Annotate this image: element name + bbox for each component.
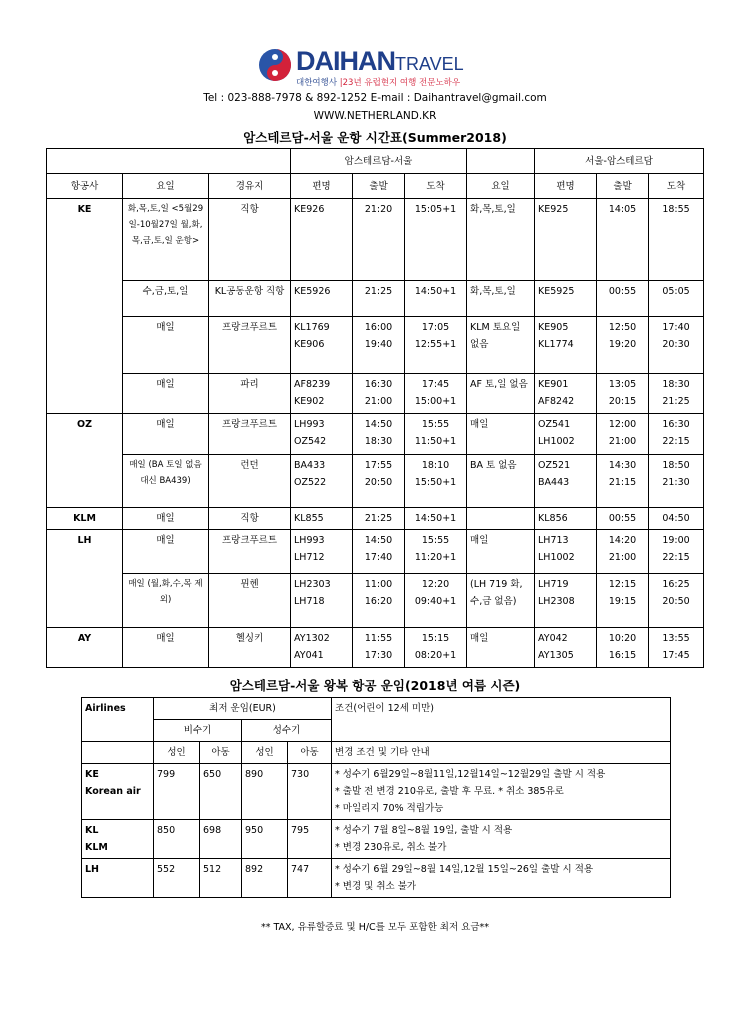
- operating-days: 매일: [123, 317, 209, 374]
- return-rflights-value: OZ521: [538, 460, 571, 471]
- fare-header-airlines: Airlines: [82, 698, 154, 742]
- outbound-flights: [291, 455, 353, 508]
- fare-peak-child: 795: [288, 820, 332, 859]
- outbound-arr: [405, 374, 467, 414]
- outbound-arr-value: 15:55: [421, 535, 450, 546]
- fare-table: [81, 697, 671, 898]
- fare-airline-code: KL: [85, 825, 99, 836]
- return-days: 화,목,토,일: [467, 281, 535, 317]
- schedule-row: [47, 530, 704, 574]
- outbound-dep-value: 21:25: [364, 513, 393, 524]
- outbound-arr: [405, 414, 467, 455]
- outbound-arr-value: 15:55: [421, 419, 450, 430]
- outbound-flights: [291, 530, 353, 574]
- column-header-4: 출발: [353, 174, 405, 199]
- fare-header-lowest: 최저 운임(EUR): [154, 698, 332, 720]
- fare-header-peak-adult: 성인: [242, 742, 288, 764]
- outbound-flights-value: AF8239: [294, 379, 331, 390]
- return-rflights-value: KE901: [538, 379, 569, 390]
- return-rarr-value: 13:55: [662, 633, 690, 644]
- return-rflights-value: KE5925: [538, 286, 575, 297]
- airline-code: OZ: [47, 414, 123, 508]
- brand-sub-tag: |23년 유럽현지 여행 전문노하우: [339, 78, 461, 88]
- column-header-0: 항공사: [47, 174, 123, 199]
- return-days: 매일: [467, 530, 535, 574]
- return-days: KLM 토요일 없음: [467, 317, 535, 374]
- return-rarr: [649, 628, 704, 668]
- return-rarr-value: 04:50: [662, 513, 690, 524]
- outbound-dep-value: 16:30: [364, 379, 393, 390]
- outbound-flights: [291, 199, 353, 281]
- outbound-flights: [291, 317, 353, 374]
- airline-code: KE: [47, 199, 123, 414]
- return-rdep-value: 21:00: [608, 436, 637, 447]
- return-rarr-value: 18:30: [662, 379, 690, 390]
- return-rflights: [535, 530, 597, 574]
- via-city: 런던: [209, 455, 291, 508]
- outbound-dep-value: 21:20: [364, 204, 393, 215]
- return-rflights-value: AY1305: [538, 650, 574, 661]
- outbound-dep-value: 21:25: [364, 286, 393, 297]
- return-rflights: [535, 374, 597, 414]
- outbound-flights-value: OZ522: [294, 477, 327, 488]
- group-header-ams-sel: 암스테르담-서울: [291, 149, 467, 174]
- column-header-2: 경유지: [209, 174, 291, 199]
- fare-off-adult: 850: [154, 820, 200, 859]
- via-city: 뮌헨: [209, 574, 291, 628]
- fare-header-notes: 변경 조건 및 기타 안내: [332, 742, 671, 764]
- outbound-flights-value: AY041: [294, 650, 324, 661]
- outbound-arr-value: 08:20+1: [414, 650, 457, 661]
- return-rflights-value: KL1774: [538, 339, 574, 350]
- schedule-row: [47, 508, 704, 530]
- outbound-arr-value: 12:55+1: [414, 339, 457, 350]
- outbound-flights-value: KE902: [294, 396, 325, 407]
- outbound-arr: [405, 317, 467, 374]
- return-rdep: [597, 574, 649, 628]
- return-days: 매일: [467, 628, 535, 668]
- return-rdep: [597, 508, 649, 530]
- column-header-8: 출발: [597, 174, 649, 199]
- brand-main: DAIHAN: [296, 46, 395, 76]
- outbound-arr-value: 15:15: [421, 633, 450, 644]
- airline-code: AY: [47, 628, 123, 668]
- return-rdep-value: 14:20: [608, 535, 637, 546]
- column-header-1: 요일: [123, 174, 209, 199]
- outbound-dep: [353, 374, 405, 414]
- fare-header-off-child: 아동: [200, 742, 242, 764]
- return-rarr-value: 22:15: [662, 436, 690, 447]
- fare-note-line: * 성수기 6월29일~8월11일,12월14일~12월29일 출발 시 적용: [335, 769, 606, 780]
- fare-airline-name: KLM: [85, 842, 108, 853]
- return-rflights: [535, 317, 597, 374]
- operating-days: 매일: [123, 508, 209, 530]
- return-rdep-value: 13:05: [608, 379, 637, 390]
- fare-header-off: 비수기: [154, 720, 242, 742]
- via-city: 프랑크푸르트: [209, 414, 291, 455]
- daihan-travel-logo: [258, 46, 472, 90]
- fare-airline-name: Korean air: [85, 786, 141, 797]
- return-rdep: [597, 199, 649, 281]
- fare-peak-adult: 892: [242, 859, 288, 898]
- return-rdep-value: 14:05: [608, 204, 637, 215]
- outbound-arr: [405, 199, 467, 281]
- fare-header-peak-child: 아동: [288, 742, 332, 764]
- return-rflights-value: KE905: [538, 322, 569, 333]
- return-rdep-value: 19:15: [608, 596, 637, 607]
- via-city: 파리: [209, 374, 291, 414]
- return-rarr: [649, 281, 704, 317]
- return-rdep: [597, 414, 649, 455]
- return-rarr-value: 20:50: [662, 596, 690, 607]
- outbound-flights-value: LH993: [294, 535, 325, 546]
- outbound-dep-value: 21:00: [364, 396, 393, 407]
- group-header-sel-ams: 서울-암스테르담: [535, 149, 704, 174]
- return-rdep: [597, 281, 649, 317]
- outbound-dep-value: 17:55: [364, 460, 393, 471]
- fare-off-adult: 552: [154, 859, 200, 898]
- fare-off-adult: 799: [154, 764, 200, 820]
- outbound-flights: [291, 628, 353, 668]
- outbound-arr: [405, 574, 467, 628]
- schedule-row: [47, 574, 704, 628]
- fare-header-condition: 조건(어린이 12세 미만): [332, 698, 671, 742]
- schedule-row: [47, 414, 704, 455]
- return-rarr-value: 16:25: [662, 579, 690, 590]
- return-rflights-value: AF8242: [538, 396, 575, 407]
- outbound-dep-value: 11:00: [364, 579, 393, 590]
- schedule-row: [47, 374, 704, 414]
- schedule-row: [47, 317, 704, 374]
- fare-row: [82, 859, 671, 898]
- column-header-5: 도착: [405, 174, 467, 199]
- return-rflights-value: BA443: [538, 477, 570, 488]
- operating-days: 매일: [123, 628, 209, 668]
- fare-note-line: * 성수기 7월 8일~8월 19일, 출발 시 적용: [335, 825, 513, 836]
- airline-code: LH: [47, 530, 123, 628]
- schedule-row: [47, 628, 704, 668]
- outbound-flights-value: OZ542: [294, 436, 327, 447]
- return-rarr-value: 19:00: [662, 535, 690, 546]
- outbound-dep: [353, 281, 405, 317]
- return-rdep: [597, 530, 649, 574]
- return-rdep-value: 21:00: [608, 552, 637, 563]
- outbound-arr-value: 11:50+1: [414, 436, 457, 447]
- outbound-arr-value: 17:05: [421, 322, 450, 333]
- via-city: 직항: [209, 508, 291, 530]
- outbound-flights: [291, 574, 353, 628]
- return-rflights: [535, 574, 597, 628]
- outbound-flights-value: KE906: [294, 339, 325, 350]
- daihan-logo-icon: [258, 48, 292, 82]
- return-days: 화,목,토,일: [467, 199, 535, 281]
- fare-header-row-3: [82, 742, 671, 764]
- return-rflights: [535, 199, 597, 281]
- fare-notes: [332, 820, 671, 859]
- return-rdep-value: 21:15: [608, 477, 637, 488]
- outbound-dep-value: 14:50: [364, 535, 393, 546]
- return-rdep-value: 14:30: [608, 460, 637, 471]
- return-rflights-value: AY042: [538, 633, 568, 644]
- schedule-row: [47, 455, 704, 508]
- return-rflights-value: OZ541: [538, 419, 571, 430]
- outbound-dep: [353, 414, 405, 455]
- operating-days: 매일: [123, 530, 209, 574]
- outbound-flights-value: LH712: [294, 552, 325, 563]
- operating-days: 매일 (BA 토일 없음 대신 BA439): [123, 455, 209, 508]
- return-rdep: [597, 455, 649, 508]
- return-rarr-value: 18:50: [662, 460, 690, 471]
- outbound-arr-value: 15:00+1: [414, 396, 457, 407]
- outbound-dep: [353, 530, 405, 574]
- return-rdep-value: 10:20: [608, 633, 637, 644]
- return-rarr-value: 22:15: [662, 552, 690, 563]
- via-city: KL공동운항 직항: [209, 281, 291, 317]
- outbound-arr-value: 18:10: [421, 460, 450, 471]
- return-rarr-value: 05:05: [662, 286, 690, 297]
- outbound-dep: [353, 455, 405, 508]
- brand-name: [296, 46, 464, 79]
- outbound-dep-value: 14:50: [364, 419, 393, 430]
- return-rflights: [535, 414, 597, 455]
- return-rarr: [649, 199, 704, 281]
- return-days: BA 토 없음: [467, 455, 535, 508]
- outbound-dep-value: 17:30: [364, 650, 393, 661]
- schedule-group-header: [47, 149, 704, 174]
- outbound-dep-value: 18:30: [364, 436, 393, 447]
- return-rdep-value: 00:55: [608, 513, 637, 524]
- column-header-7: 편명: [535, 174, 597, 199]
- via-city: 프랑크푸르트: [209, 317, 291, 374]
- fare-airline: [82, 764, 154, 820]
- outbound-dep: [353, 199, 405, 281]
- return-rflights: [535, 455, 597, 508]
- fare-airline: [82, 859, 154, 898]
- return-rdep-value: 20:15: [608, 396, 637, 407]
- outbound-arr: [405, 281, 467, 317]
- outbound-flights-value: LH718: [294, 596, 325, 607]
- fare-note-line: * 변경 및 취소 불가: [335, 881, 417, 892]
- column-header-6: 요일: [467, 174, 535, 199]
- return-rarr-value: 21:30: [662, 477, 690, 488]
- via-city: 프랑크푸르트: [209, 530, 291, 574]
- outbound-flights-value: BA433: [294, 460, 326, 471]
- return-rarr-value: 20:30: [662, 339, 690, 350]
- via-city: 헬싱키: [209, 628, 291, 668]
- fare-airline-code: KE: [85, 769, 99, 780]
- fare-airline-code: LH: [85, 864, 100, 875]
- outbound-flights-value: LH2303: [294, 579, 331, 590]
- outbound-dep-value: 20:50: [364, 477, 393, 488]
- outbound-flights-value: AY1302: [294, 633, 330, 644]
- group-header-blank: [47, 149, 291, 174]
- return-rflights-value: LH1002: [538, 436, 575, 447]
- return-rdep-value: 12:50: [608, 322, 637, 333]
- fare-notes: [332, 764, 671, 820]
- outbound-dep: [353, 317, 405, 374]
- outbound-flights: [291, 414, 353, 455]
- return-rdep-value: 12:15: [608, 579, 637, 590]
- outbound-arr: [405, 508, 467, 530]
- outbound-arr: [405, 628, 467, 668]
- brand-subtitle: [296, 76, 460, 88]
- brand-sub-ko: 대한여행사: [296, 78, 338, 88]
- outbound-flights-value: KL855: [294, 513, 324, 524]
- fare-title: 암스테르담-서울 왕복 항공 운임(2018년 여름 시즌): [229, 678, 521, 693]
- outbound-arr-value: 17:45: [421, 379, 450, 390]
- fare-peak-adult: 890: [242, 764, 288, 820]
- outbound-dep: [353, 508, 405, 530]
- outbound-arr-value: 15:05+1: [414, 204, 457, 215]
- return-rflights: [535, 281, 597, 317]
- return-rdep-value: 19:20: [608, 339, 637, 350]
- outbound-flights-value: KE5926: [294, 286, 331, 297]
- outbound-dep: [353, 628, 405, 668]
- return-days: 매일: [467, 414, 535, 455]
- outbound-arr-value: 11:20+1: [414, 552, 457, 563]
- outbound-dep-value: 19:40: [364, 339, 393, 350]
- return-rarr-value: 21:25: [662, 396, 690, 407]
- return-rdep-value: 12:00: [608, 419, 637, 430]
- return-rflights-value: KE925: [538, 204, 569, 215]
- return-rdep: [597, 628, 649, 668]
- outbound-flights-value: LH993: [294, 419, 325, 430]
- outbound-flights: [291, 508, 353, 530]
- return-rarr: [649, 317, 704, 374]
- outbound-flights-value: KL1769: [294, 322, 330, 333]
- fare-off-child: 512: [200, 859, 242, 898]
- return-rarr: [649, 574, 704, 628]
- return-days: (LH 719 화,수,금 없음): [467, 574, 535, 628]
- return-rflights-value: LH719: [538, 579, 569, 590]
- return-rarr: [649, 508, 704, 530]
- return-rflights: [535, 508, 597, 530]
- via-city: 직항: [209, 199, 291, 281]
- outbound-arr: [405, 530, 467, 574]
- return-rarr-value: 16:30: [662, 419, 690, 430]
- outbound-arr-value: 15:50+1: [414, 477, 457, 488]
- website-line: WWW.NETHERLAND.KR: [313, 110, 437, 122]
- return-rarr: [649, 530, 704, 574]
- schedule-row: [47, 281, 704, 317]
- fare-note-line: * 마일리지 70% 적립가능: [335, 803, 444, 814]
- fare-footnote: ** TAX, 유류할증료 및 H/C를 모두 포함한 최저 요금**: [260, 922, 490, 933]
- outbound-dep: [353, 574, 405, 628]
- outbound-dep-value: 11:55: [364, 633, 393, 644]
- outbound-dep-value: 16:20: [364, 596, 393, 607]
- return-rdep: [597, 374, 649, 414]
- return-rarr-value: 17:40: [662, 322, 690, 333]
- fare-header-peak: 성수기: [242, 720, 332, 742]
- outbound-flights: [291, 374, 353, 414]
- airline-code: KLM: [47, 508, 123, 530]
- contact-line: Tel : 023-888-7978 & 892-1252 E-mail : Daihantravel@gmail.com: [203, 92, 547, 104]
- outbound-arr-value: 12:20: [421, 579, 450, 590]
- schedule-table: [46, 148, 704, 668]
- group-header-blank-2: [467, 149, 535, 174]
- return-rflights: [535, 628, 597, 668]
- return-rflights-value: LH2308: [538, 596, 575, 607]
- return-rdep-value: 00:55: [608, 286, 637, 297]
- return-rarr: [649, 455, 704, 508]
- outbound-flights: [291, 281, 353, 317]
- outbound-flights-value: KE926: [294, 204, 325, 215]
- fare-header-row-1: [82, 698, 671, 720]
- return-rarr-value: 17:45: [662, 650, 690, 661]
- return-rarr: [649, 374, 704, 414]
- fare-note-line: * 출발 전 변경 210유로, 출발 후 무료. * 취소 385유로: [335, 786, 564, 797]
- return-rarr-value: 18:55: [662, 204, 690, 215]
- return-rflights-value: LH713: [538, 535, 569, 546]
- fare-peak-adult: 950: [242, 820, 288, 859]
- operating-days: 수,금,토,일: [123, 281, 209, 317]
- return-days: AF 토,일 없음: [467, 374, 535, 414]
- operating-days: 매일: [123, 414, 209, 455]
- operating-days: 매일: [123, 374, 209, 414]
- fare-airline: [82, 820, 154, 859]
- fare-notes: [332, 859, 671, 898]
- brand-travel: TRAVEL: [395, 54, 464, 74]
- operating-days: 매일 (월,화,수,목 제외): [123, 574, 209, 628]
- outbound-arr-value: 14:50+1: [414, 286, 457, 297]
- schedule-title: 암스테르담-서울 운항 시간표(Summer2018): [243, 130, 507, 145]
- return-rdep-value: 16:15: [608, 650, 637, 661]
- fare-peak-child: 747: [288, 859, 332, 898]
- fare-row: [82, 764, 671, 820]
- return-rarr: [649, 414, 704, 455]
- return-rflights-value: LH1002: [538, 552, 575, 563]
- fare-off-child: 698: [200, 820, 242, 859]
- outbound-arr-value: 14:50+1: [414, 513, 457, 524]
- column-header-3: 편명: [291, 174, 353, 199]
- fare-peak-child: 730: [288, 764, 332, 820]
- fare-note-line: * 변경 230유로, 취소 불가: [335, 842, 447, 853]
- return-rdep: [597, 317, 649, 374]
- operating-days: 화,목,토,일 <5월29일-10월27일 월,화,목,금,토,일 운항>: [123, 199, 209, 281]
- outbound-dep-value: 16:00: [364, 322, 393, 333]
- fare-note-line: * 성수기 6월 29일~8월 14일,12월 15일~26일 출발 시 적용: [335, 864, 594, 875]
- fare-row: [82, 820, 671, 859]
- return-days: [467, 508, 535, 530]
- schedule-row: [47, 199, 704, 281]
- outbound-dep-value: 17:40: [364, 552, 393, 563]
- schedule-column-header: [47, 174, 704, 199]
- fare-header-off-adult: 성인: [154, 742, 200, 764]
- outbound-arr: [405, 455, 467, 508]
- fare-off-child: 650: [200, 764, 242, 820]
- column-header-9: 도착: [649, 174, 704, 199]
- outbound-arr-value: 09:40+1: [414, 596, 457, 607]
- fare-header-empty: [82, 742, 154, 764]
- return-rflights-value: KL856: [538, 513, 568, 524]
